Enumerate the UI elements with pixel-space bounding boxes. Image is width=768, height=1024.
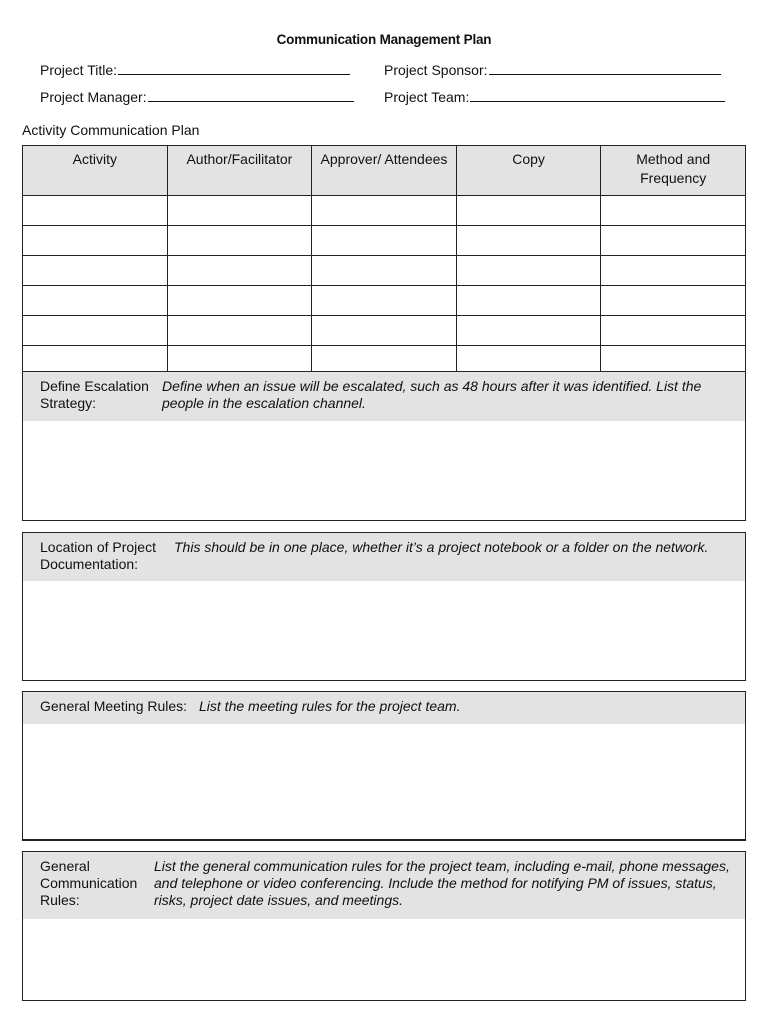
table-row	[23, 226, 746, 256]
column-header-approver: Approver/ Attendees	[312, 146, 457, 196]
activity-section-label: Activity Communication Plan	[22, 122, 200, 138]
meeting-rules-box[interactable]	[22, 691, 746, 841]
escalation-strategy-header	[23, 372, 745, 421]
column-header-author: Author/Facilitator	[167, 146, 312, 196]
table-cell[interactable]	[23, 196, 168, 226]
table-cell[interactable]	[312, 286, 457, 316]
table-cell[interactable]	[23, 286, 168, 316]
table-row	[23, 196, 746, 226]
project-team-label: Project Team:	[384, 89, 470, 105]
table-cell[interactable]	[456, 316, 601, 346]
project-documentation-label: Location of Project Documentation:	[40, 539, 156, 572]
escalation-strategy-instructions: Define when an issue will be escalated, such as 48 hours after it was identified. List the people in the escalation channel.	[162, 378, 702, 411]
table-row	[23, 316, 746, 346]
communication-rules-box[interactable]	[22, 851, 746, 1001]
project-manager-label: Project Manager:	[40, 89, 147, 105]
table-cell[interactable]	[456, 286, 601, 316]
table-cell[interactable]	[167, 196, 312, 226]
table-cell[interactable]	[601, 196, 746, 226]
table-cell[interactable]	[167, 256, 312, 286]
meeting-rules-header	[23, 692, 745, 724]
escalation-strategy-box[interactable]	[22, 371, 746, 521]
project-documentation-box[interactable]	[22, 532, 746, 681]
table-cell[interactable]	[23, 316, 168, 346]
project-title-label: Project Title:	[40, 62, 118, 78]
activity-table-body	[23, 196, 746, 377]
table-cell[interactable]	[601, 256, 746, 286]
column-header-method: Method and Frequency	[601, 146, 746, 196]
project-team-field[interactable]	[384, 87, 725, 105]
column-header-activity: Activity	[23, 146, 168, 196]
table-cell[interactable]	[167, 226, 312, 256]
table-row	[23, 256, 746, 286]
table-cell[interactable]	[312, 256, 457, 286]
communication-rules-instructions: List the general communication rules for the project team, including e-mail, phone messages, and telephone or video conferencing. Include the method for notifying PM of issues, status, risks, project date issues, and meetings.	[154, 858, 730, 908]
table-cell[interactable]	[601, 286, 746, 316]
table-cell[interactable]	[312, 316, 457, 346]
table-cell[interactable]	[601, 226, 746, 256]
table-cell[interactable]	[601, 316, 746, 346]
communication-rules-label: General Communication Rules:	[40, 858, 138, 908]
table-cell[interactable]	[167, 286, 312, 316]
project-title-field[interactable]	[40, 60, 350, 78]
project-team-blank[interactable]	[470, 87, 725, 102]
table-cell[interactable]	[456, 226, 601, 256]
project-manager-field[interactable]	[40, 87, 354, 105]
project-sponsor-blank[interactable]	[489, 60, 721, 75]
table-row	[23, 286, 746, 316]
project-documentation-instructions: This should be in one place, whether it’s a project notebook or a folder on the network.	[174, 539, 709, 555]
meeting-rules-label: General Meeting Rules:	[40, 698, 188, 714]
table-cell[interactable]	[456, 256, 601, 286]
project-sponsor-label: Project Sponsor:	[384, 62, 488, 78]
table-cell[interactable]	[23, 256, 168, 286]
communication-rules-header	[23, 852, 745, 919]
activity-table	[22, 145, 746, 377]
project-documentation-header	[23, 533, 745, 581]
table-cell[interactable]	[312, 196, 457, 226]
project-title-blank[interactable]	[118, 60, 350, 75]
document-title: Communication Management Plan	[276, 32, 492, 47]
project-manager-blank[interactable]	[148, 87, 354, 102]
table-cell[interactable]	[167, 316, 312, 346]
escalation-strategy-label: Define Escalation Strategy:	[40, 378, 149, 411]
meeting-rules-instructions: List the meeting rules for the project team.	[199, 698, 461, 714]
table-cell[interactable]	[23, 226, 168, 256]
table-cell[interactable]	[456, 196, 601, 226]
project-sponsor-field[interactable]	[384, 60, 721, 78]
table-cell[interactable]	[312, 226, 457, 256]
column-header-copy: Copy	[456, 146, 601, 196]
table-header-row	[23, 146, 746, 196]
